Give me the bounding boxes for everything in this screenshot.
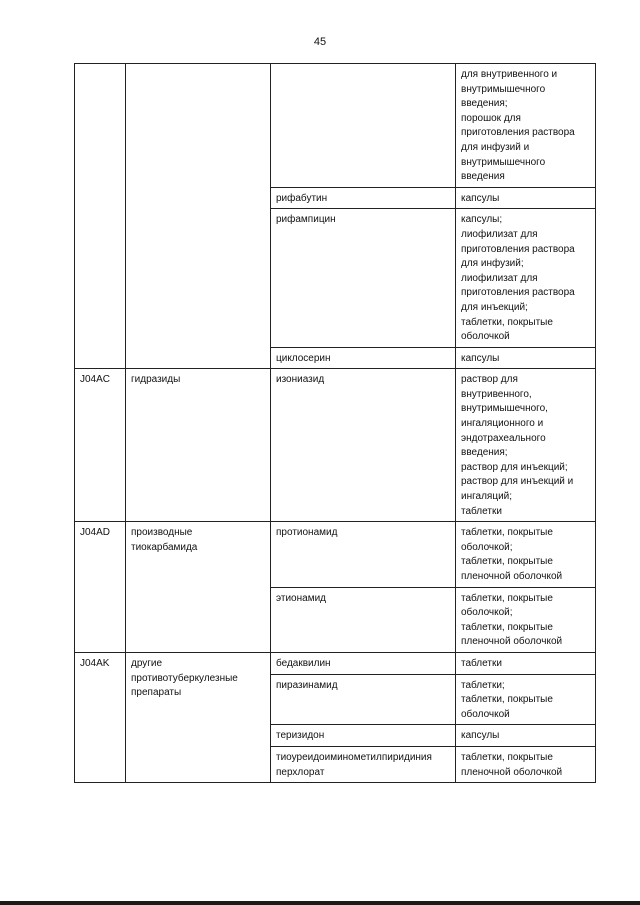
dosage-form-cell	[456, 347, 596, 369]
drug-name-cell	[271, 369, 456, 522]
dosage-form: таблетки, покрытые	[461, 556, 553, 568]
dosage-form: порошок для	[461, 112, 521, 124]
dosage-form: введения;	[461, 447, 508, 459]
drug-name-cell	[271, 64, 456, 188]
dosage-form: для инъекций;	[461, 301, 528, 313]
dosage-form: лиофилизат для	[461, 272, 538, 284]
dosage-form: раствор для инъекций и	[461, 476, 574, 488]
dosage-form: таблетки	[461, 505, 502, 517]
dosage-form: оболочкой;	[461, 607, 513, 619]
dosage-form: капсулы	[461, 192, 500, 204]
drug-name-cell	[271, 587, 456, 652]
dosage-form: ингаляций;	[461, 491, 513, 503]
drug-name: протионамид	[276, 527, 338, 539]
page-number: 45	[313, 36, 327, 48]
dosage-form: таблетки, покрытые	[461, 527, 553, 539]
drug-name: пиразинамид	[276, 679, 338, 691]
dosage-form: внутримышечного	[461, 156, 546, 168]
dosage-form-cell	[456, 725, 596, 747]
drug-name: рифабутин	[276, 192, 328, 204]
drug-name-cell	[271, 347, 456, 369]
atc-code-cell	[75, 64, 126, 369]
dosage-form: для внутривенного и	[461, 69, 558, 80]
drug-name: тиоуреидоиминометилпиридиния	[276, 751, 432, 763]
dosage-form: введения	[461, 171, 505, 183]
drug-group-name: производные	[131, 527, 193, 539]
drug-name: бедаквилин	[276, 657, 331, 669]
dosage-form: внутривенного,	[461, 388, 532, 400]
drug-group-cell	[126, 369, 271, 522]
dosage-form: таблетки;	[461, 679, 505, 691]
dosage-form-cell	[456, 587, 596, 652]
atc-code: J04AK	[80, 657, 110, 669]
dosage-form-cell	[456, 209, 596, 347]
drug-name-cell	[271, 522, 456, 587]
dosage-form: внутримышечного	[461, 83, 546, 95]
dosage-form: капсулы;	[461, 214, 503, 226]
drug-name-cell	[271, 725, 456, 747]
atc-code-cell	[75, 369, 126, 522]
drug-name: циклосерин	[276, 352, 331, 364]
drug-group-cell	[126, 64, 271, 369]
dosage-form-cell	[456, 369, 596, 522]
scan-edge	[0, 901, 640, 905]
drug-name: изониазид	[276, 374, 325, 386]
dosage-form-cell	[456, 522, 596, 587]
drug-name-cell	[271, 187, 456, 209]
drug-group-name: другие	[131, 657, 163, 669]
dosage-form: таблетки, покрытые	[461, 592, 553, 604]
atc-code: J04AD	[80, 527, 111, 539]
dosage-form: оболочкой	[461, 331, 510, 343]
dosage-form: внутримышечного,	[461, 403, 548, 415]
dosage-form: раствор для	[461, 374, 518, 386]
dosage-form: таблетки, покрытые	[461, 316, 553, 328]
dosage-form: таблетки	[461, 657, 502, 669]
dosage-form-cell	[456, 187, 596, 209]
dosage-form: приготовления раствора	[461, 287, 575, 299]
dosage-form-cell	[456, 64, 596, 188]
dosage-form-cell	[456, 652, 596, 674]
table-row	[75, 522, 596, 587]
table-row	[75, 369, 596, 522]
dosage-form: лиофилизат для	[461, 228, 538, 240]
atc-code: J04AC	[80, 374, 111, 386]
dosage-form: пленочной оболочкой	[461, 766, 563, 778]
dosage-form: капсулы	[461, 352, 500, 364]
drug-table	[74, 63, 596, 783]
drug-group-name: противотуберкулезные	[131, 672, 238, 684]
drug-name: перхлорат	[276, 766, 325, 778]
drug-name-cell	[271, 209, 456, 347]
drug-group-name: препараты	[131, 687, 182, 699]
dosage-form: оболочкой;	[461, 541, 513, 553]
dosage-form-cell	[456, 746, 596, 782]
drug-group-cell	[126, 522, 271, 653]
drug-name-cell	[271, 746, 456, 782]
dosage-form: приготовления раствора	[461, 127, 575, 139]
dosage-form: для инфузий и	[461, 141, 530, 153]
table-row	[75, 64, 596, 188]
atc-code-cell	[75, 522, 126, 653]
drug-name: рифампицин	[276, 214, 336, 226]
drug-name-cell	[271, 674, 456, 725]
table-body	[75, 64, 596, 783]
dosage-form: приготовления раствора	[461, 243, 575, 255]
drug-group-name: гидразиды	[131, 374, 181, 386]
dosage-form: эндотрахеального	[461, 432, 546, 444]
dosage-form-cell	[456, 674, 596, 725]
dosage-form: для инфузий;	[461, 258, 524, 270]
dosage-form: введения;	[461, 98, 508, 110]
drug-name-cell	[271, 652, 456, 674]
dosage-form: таблетки, покрытые	[461, 694, 553, 706]
dosage-form: оболочкой	[461, 708, 510, 720]
dosage-form: пленочной оболочкой	[461, 636, 563, 648]
drug-name: теризидон	[276, 730, 325, 742]
table-row	[75, 652, 596, 674]
dosage-form: ингаляционного и	[461, 418, 544, 430]
dosage-form: капсулы	[461, 730, 500, 742]
dosage-form: пленочной оболочкой	[461, 571, 563, 582]
atc-code-cell	[75, 652, 126, 782]
drug-name: этионамид	[276, 592, 326, 604]
dosage-form: раствор для инъекций;	[461, 461, 568, 473]
drug-group-name: тиокарбамида	[131, 541, 198, 553]
drug-group-cell	[126, 652, 271, 782]
dosage-form: таблетки, покрытые	[461, 751, 553, 763]
dosage-form: таблетки, покрытые	[461, 621, 553, 633]
